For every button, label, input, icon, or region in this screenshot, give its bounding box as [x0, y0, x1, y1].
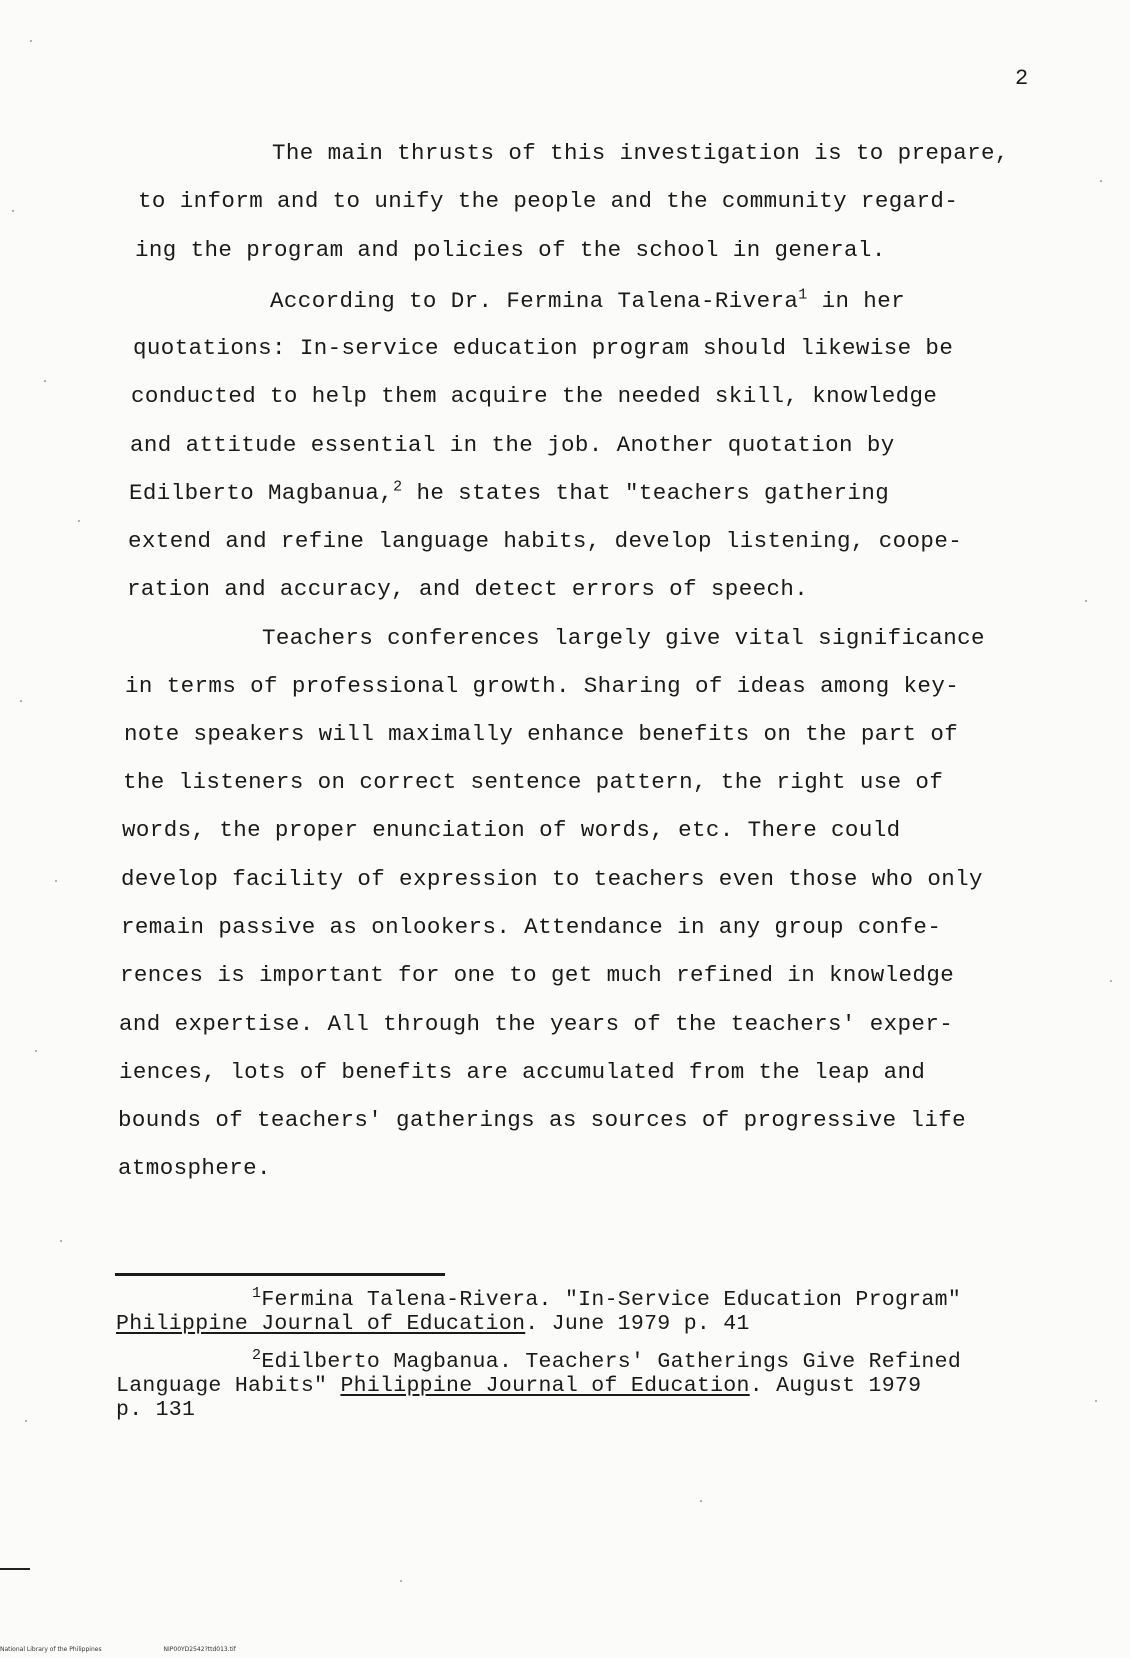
- text-line: atmosphere.: [118, 1155, 271, 1181]
- text-line: The main thrusts of this investigation is to prepare,: [272, 140, 1009, 166]
- scan-speck: [1095, 1400, 1097, 1402]
- text-line: Teachers conferences largely give vital significance: [262, 625, 985, 651]
- scan-speck: [55, 880, 57, 882]
- footnote-ref-1: 1: [798, 286, 808, 304]
- text-line: bounds of teachers' gatherings as sources of progressive life: [118, 1107, 967, 1133]
- scan-speck: [25, 1420, 27, 1422]
- scan-speck: [1100, 180, 1102, 182]
- text-line: extend and refine language habits, develop listening, coope-: [128, 528, 963, 554]
- text-line: [129, 480, 889, 506]
- text-line: note speakers will maximally enhance benefits on the part of: [124, 721, 959, 747]
- footnote-text: Fermina Talena-Rivera. "In-Service Education Program": [261, 1288, 962, 1312]
- text-line: [270, 288, 905, 314]
- scan-speck: [20, 700, 22, 702]
- footnote-rule: [115, 1273, 445, 1276]
- footnote-1: [252, 1284, 962, 1312]
- footnote-marker: 2: [252, 1346, 262, 1364]
- scan-speck: [12, 210, 14, 212]
- scan-speck: [1110, 980, 1112, 982]
- journal-title: Philippine Journal of Education: [340, 1374, 750, 1398]
- footnote-ref-2: 2: [393, 478, 403, 496]
- text-segment: Edilberto Magbanua,: [129, 480, 394, 506]
- footnote-2: [252, 1346, 962, 1374]
- file-id: NIP00YD2542?ttd013.tif: [163, 1646, 236, 1653]
- scan-margin-mark: [0, 1568, 30, 1570]
- footnote-text: Language Habits": [116, 1374, 341, 1398]
- footnote-tail: . August 1979: [749, 1374, 922, 1398]
- footnote-1-line-2: [116, 1312, 750, 1336]
- page-number: 2: [1015, 66, 1029, 91]
- footnote-2-line-3: p. 131: [116, 1398, 196, 1422]
- text-line: remain passive as onlookers. Attendance in any group confe-: [121, 914, 942, 940]
- scan-footer: [0, 1646, 296, 1653]
- text-line: ing the program and policies of the school in general.: [135, 237, 886, 263]
- text-line: rences is important for one to get much refined in knowledge: [120, 962, 955, 988]
- text-segment: in her: [807, 288, 906, 314]
- scan-speck: [30, 40, 32, 42]
- scan-speck: [60, 1240, 62, 1242]
- text-segment: According to Dr. Fermina Talena-Rivera: [270, 288, 799, 314]
- scan-speck: [1085, 600, 1087, 602]
- text-line: and expertise. All through the years of the teachers' exper-: [119, 1011, 954, 1037]
- footnote-text: Edilberto Magbanua. Teachers' Gatherings Give Refined: [261, 1350, 962, 1374]
- text-line: develop facility of expression to teachers even those who only: [121, 866, 983, 892]
- text-line: iences, lots of benefits are accumulated from the leap and: [119, 1059, 926, 1085]
- text-line: and attitude essential in the job. Another quotation by: [130, 432, 895, 458]
- library-name: National Library of the Philippines: [0, 1646, 102, 1653]
- text-line: words, the proper enunciation of words, etc. There could: [122, 817, 901, 843]
- journal-title: Philippine Journal of Education: [116, 1312, 526, 1336]
- footnote-marker: 1: [252, 1284, 262, 1302]
- text-line: quotations: In-service education program should likewise be: [133, 335, 954, 361]
- text-line: in terms of professional growth. Sharing of ideas among key-: [125, 673, 960, 699]
- footnote-2-line-2: [116, 1374, 921, 1398]
- footnote-tail: . June 1979 p. 41: [525, 1312, 750, 1336]
- text-line: ration and accuracy, and detect errors of speech.: [127, 576, 809, 602]
- text-line: conducted to help them acquire the needed skill, knowledge: [131, 383, 938, 409]
- scan-speck: [35, 1050, 37, 1052]
- scan-speck: [44, 380, 46, 382]
- text-line: to inform and to unify the people and the community regard-: [138, 188, 959, 214]
- scan-speck: [400, 1580, 402, 1582]
- text-line: the listeners on correct sentence pattern, the right use of: [123, 769, 944, 795]
- scan-speck: [78, 520, 80, 522]
- text-segment: he states that "teachers gathering: [402, 480, 890, 506]
- scan-speck: [700, 1500, 702, 1502]
